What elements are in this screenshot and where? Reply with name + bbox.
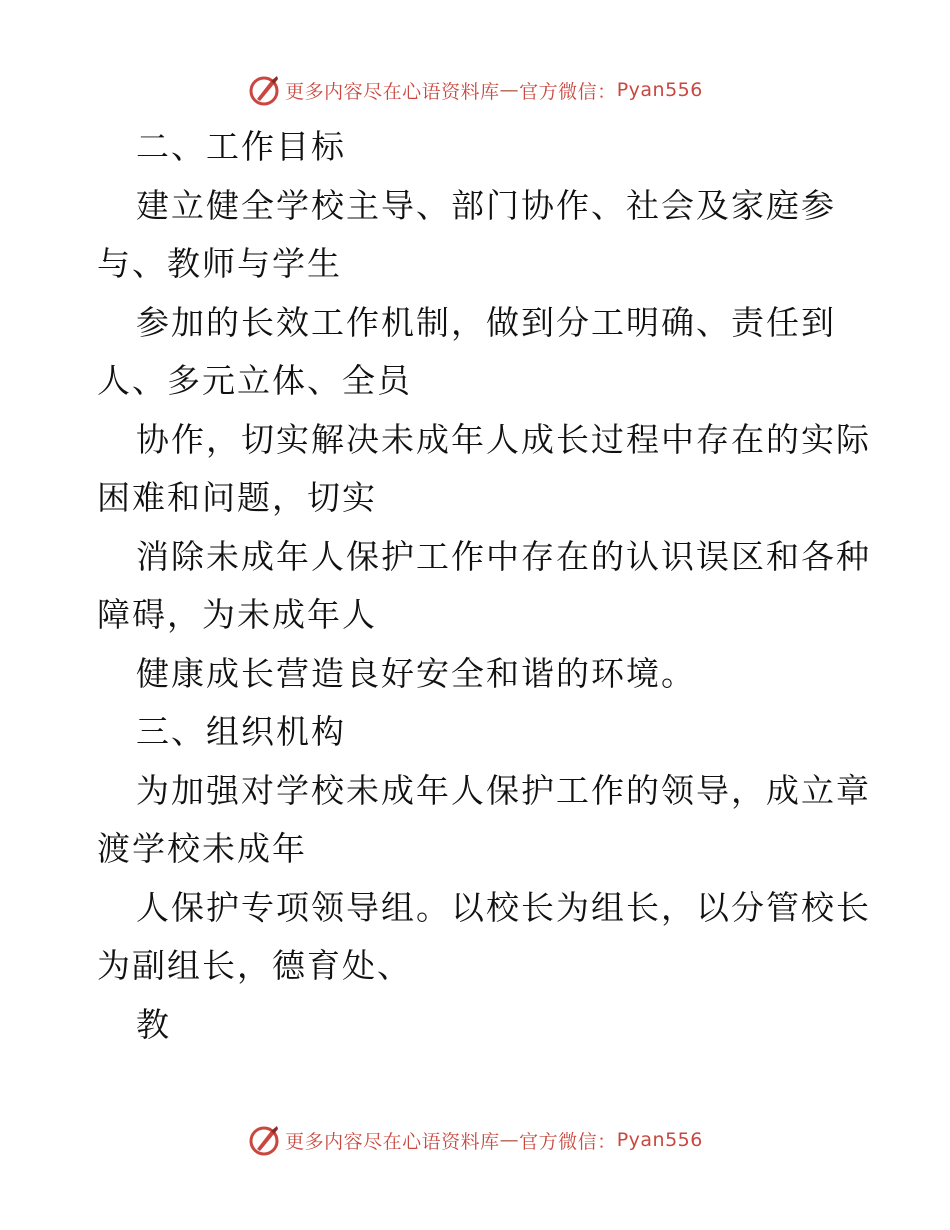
text-line: 教 [136, 1004, 171, 1044]
text-line: 人保护专项领导组。以校长为组长，以分管校长 [136, 887, 871, 927]
banner-main-text: 更多内容尽在心语资料库 [285, 80, 500, 103]
text-line: 渡学校未成年 [97, 829, 307, 868]
text-line: 为加强对学校未成年人保护工作的领导，成立章 [136, 770, 871, 810]
header-banner [0, 70, 950, 110]
banner-brand: Pyan556 [616, 1129, 703, 1151]
document-body [97, 118, 871, 1054]
quill-pen-icon [247, 73, 281, 107]
text-line: 参加的长效工作机制，做到分工明确、责任到 [136, 302, 836, 342]
text-line: 消除未成年人保护工作中存在的认识误区和各种 [136, 536, 871, 576]
banner-main-text: 更多内容尽在心语资料库 [285, 1130, 500, 1153]
banner-sub-text: 官方微信： [519, 1130, 617, 1153]
text-line: 健康成长营造良好安全和谐的环境。 [136, 653, 696, 693]
text-line: 协作，切实解决未成年人成长过程中存在的实际 [136, 419, 871, 459]
text-line: 困难和问题，切实 [97, 478, 377, 517]
text-line: 与、教师与学生 [97, 244, 342, 283]
text-line: 二、工作目标 [136, 127, 346, 166]
text-line: 人、多元立体、全员 [97, 361, 412, 400]
banner-separator: — [499, 1129, 520, 1151]
text-line: 为副组长，德育处、 [97, 946, 412, 985]
banner-brand: Pyan556 [616, 79, 703, 101]
footer-banner [0, 1120, 950, 1160]
quill-pen-icon [247, 1123, 281, 1157]
text-line: 建立健全学校主导、部门协作、社会及家庭参 [136, 185, 836, 225]
text-line: 障碍，为未成年人 [97, 595, 377, 634]
text-line: 三、组织机构 [136, 712, 346, 751]
banner-sub-text: 官方微信： [519, 80, 617, 103]
banner-separator: — [499, 79, 520, 101]
